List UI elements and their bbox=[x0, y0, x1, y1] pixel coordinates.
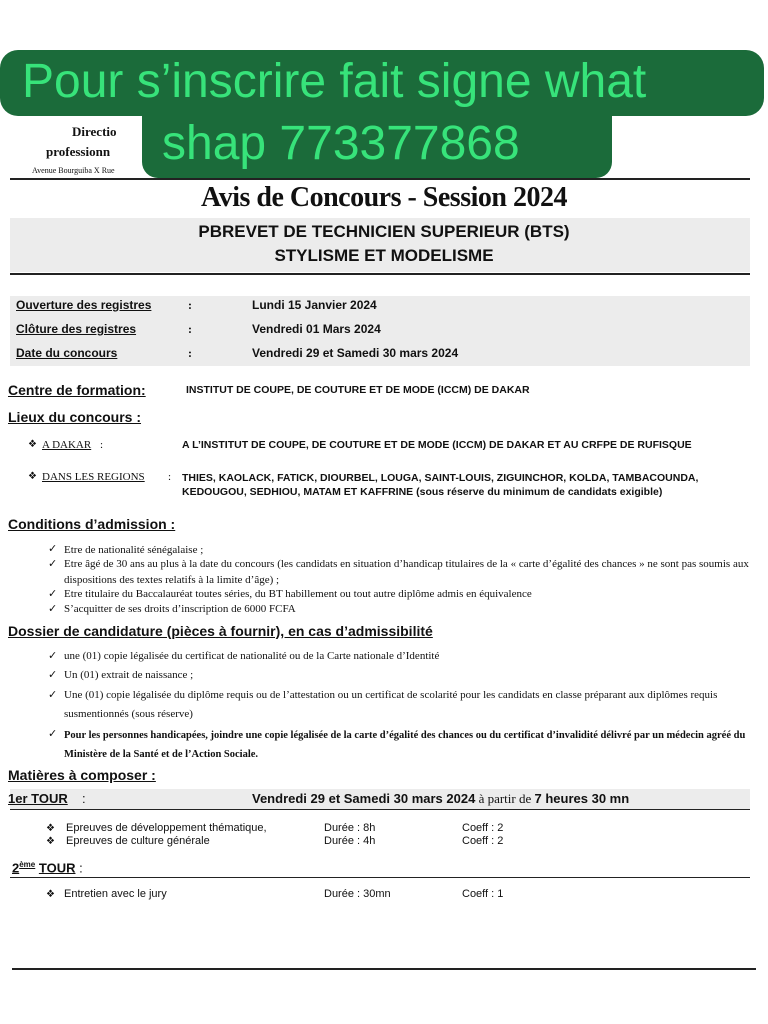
subtitle-speciality: STYLISME ET MODELISME bbox=[274, 246, 494, 265]
tour2-number: 2 bbox=[12, 860, 20, 876]
header-direction: Directio bbox=[72, 124, 117, 139]
whatsapp-banner-line2: shap 773377868 bbox=[142, 112, 612, 178]
condition-item: Etre titulaire du Baccalauréat toutes séries, du BT habillement ou tout autre diplôme admis en équivalence bbox=[64, 588, 532, 600]
diamond-bullet-icon: ❖ bbox=[46, 889, 55, 900]
register-label: Ouverture des registres bbox=[16, 298, 152, 312]
diamond-bullet-icon: ❖ bbox=[28, 471, 37, 482]
register-value: Lundi 15 Janvier 2024 bbox=[252, 298, 377, 312]
tour2-label-group bbox=[12, 860, 83, 875]
register-value: Vendredi 29 et Samedi 30 mars 2024 bbox=[252, 346, 459, 360]
check-icon: ✓ bbox=[48, 728, 58, 740]
tour2-suffix: ème bbox=[19, 860, 36, 869]
condition-item: S’acquitter de ses droits d’inscription de 6000 FCFA bbox=[64, 603, 296, 615]
dossier-title: Dossier de candidature (pièces à fournir), en cas d’admissibilité bbox=[8, 623, 433, 639]
subtitle-divider bbox=[10, 273, 750, 275]
tour2-label: TOUR bbox=[38, 860, 76, 876]
tour2-colon: : bbox=[79, 860, 83, 876]
register-colon: : bbox=[188, 298, 192, 312]
check-icon: ✓ bbox=[48, 650, 58, 662]
check-icon: ✓ bbox=[48, 603, 58, 615]
register-colon: : bbox=[188, 346, 192, 360]
lieux-item-text: THIES, KAOLACK, FATICK, DIOURBEL, LOUGA, SAINT-LOUIS, ZIGUINCHOR, KOLDA, TAMBACOUNDA, KEDOUGOU, SEDHIOU, MATAM ET KAFFRINE (sous réserve du minimum de candidats exigible) bbox=[182, 472, 699, 498]
tour1-divider bbox=[10, 809, 750, 810]
lieux-item-label: A DAKAR bbox=[42, 439, 92, 451]
subject-coeff: Coeff : 2 bbox=[462, 835, 504, 847]
centre-value: INSTITUT DE COUPE, DE COUTURE ET DE MODE (ICCM) DE DAKAR bbox=[186, 384, 530, 396]
register-value: Vendredi 01 Mars 2024 bbox=[252, 322, 381, 336]
subject-coeff: Coeff : 1 bbox=[462, 888, 504, 900]
subject-duration: Durée : 4h bbox=[324, 835, 376, 847]
tour1-date-from: à partir de bbox=[478, 791, 532, 806]
check-icon: ✓ bbox=[48, 689, 58, 701]
tour1-date-time: 7 heures 30 mn bbox=[534, 791, 630, 806]
subject-name: Entretien avec le jury bbox=[64, 888, 167, 900]
register-label: Date du concours bbox=[16, 346, 118, 360]
header-address: Avenue Bourguiba X Rue bbox=[32, 166, 115, 175]
subject-duration: Durée : 30mn bbox=[324, 888, 391, 900]
subject-coeff: Coeff : 2 bbox=[462, 822, 504, 834]
tour1-colon: : bbox=[82, 791, 86, 806]
diamond-bullet-icon: ❖ bbox=[28, 439, 37, 450]
whatsapp-banner-line1: Pour s’inscrire fait signe what bbox=[0, 50, 764, 116]
register-label: Clôture des registres bbox=[16, 322, 137, 336]
check-icon: ✓ bbox=[48, 558, 58, 570]
subject-name: Epreuves de culture générale bbox=[66, 835, 210, 847]
tour1-date-days: Vendredi 29 et Samedi 30 mars 2024 bbox=[252, 791, 476, 806]
check-icon: ✓ bbox=[48, 543, 58, 555]
register-colon: : bbox=[188, 322, 192, 336]
bottom-divider bbox=[12, 968, 756, 970]
dossier-item: Une (01) copie légalisée du diplôme requis ou de l’attestation ou un certificat de scolarité pour les candidats en classe préparant aux diplômes requis susmentionnés (sous réserve) bbox=[64, 689, 718, 720]
lieux-title: Lieux du concours : bbox=[8, 409, 142, 425]
condition-item: Etre âgé de 30 ans au plus à la date du concours (les candidats en situation d’handicap titulaires de la « carte d’égalité des chances » ne sont pas soumis aux dispositions des textes relatifs à la limite d’âge) ; bbox=[64, 558, 749, 586]
dossier-item: Un (01) extrait de naissance ; bbox=[64, 669, 194, 681]
top-divider bbox=[10, 178, 750, 180]
dossier-item: Pour les personnes handicapées, joindre une copie légalisée de la carte d’égalité des chances ou du certificat d’invalidité délivré par un médecin agréé du Ministère de la Santé et de l’Action Sociale. bbox=[64, 730, 746, 760]
dossier-item: une (01) copie légalisée du certificat de nationalité ou de la Carte nationale d’Identité bbox=[64, 650, 440, 662]
check-icon: ✓ bbox=[48, 669, 58, 681]
lieux-item-label: DANS LES REGIONS bbox=[42, 471, 145, 483]
diamond-bullet-icon: ❖ bbox=[46, 823, 55, 834]
diamond-bullet-icon: ❖ bbox=[46, 836, 55, 847]
header-professionnelle: professionn bbox=[46, 144, 111, 159]
matieres-title: Matières à composer : bbox=[8, 767, 156, 783]
page-title: Avis de Concours - Session 2024 bbox=[201, 182, 567, 213]
conditions-title: Conditions d’admission : bbox=[8, 516, 176, 532]
condition-item: Etre de nationalité sénégalaise ; bbox=[64, 544, 204, 556]
lieux-item-text: A L’INSTITUT DE COUPE, DE COUTURE ET DE MODE (ICCM) DE DAKAR ET AU CRFPE DE RUFISQUE bbox=[182, 439, 692, 451]
tour2-divider bbox=[10, 877, 750, 878]
subject-duration: Durée : 8h bbox=[324, 822, 376, 834]
check-icon: ✓ bbox=[48, 588, 58, 600]
centre-label: Centre de formation: bbox=[8, 382, 146, 398]
lieux-item-colon: : bbox=[100, 439, 104, 451]
tour1-date bbox=[252, 791, 629, 807]
lieux-item-colon: : bbox=[168, 471, 172, 483]
subject-name: Epreuves de développement thématique, bbox=[66, 822, 267, 834]
subtitle-diploma: PBREVET DE TECHNICIEN SUPERIEUR (BTS) bbox=[198, 222, 570, 241]
tour1-label: 1er TOUR bbox=[8, 791, 68, 806]
